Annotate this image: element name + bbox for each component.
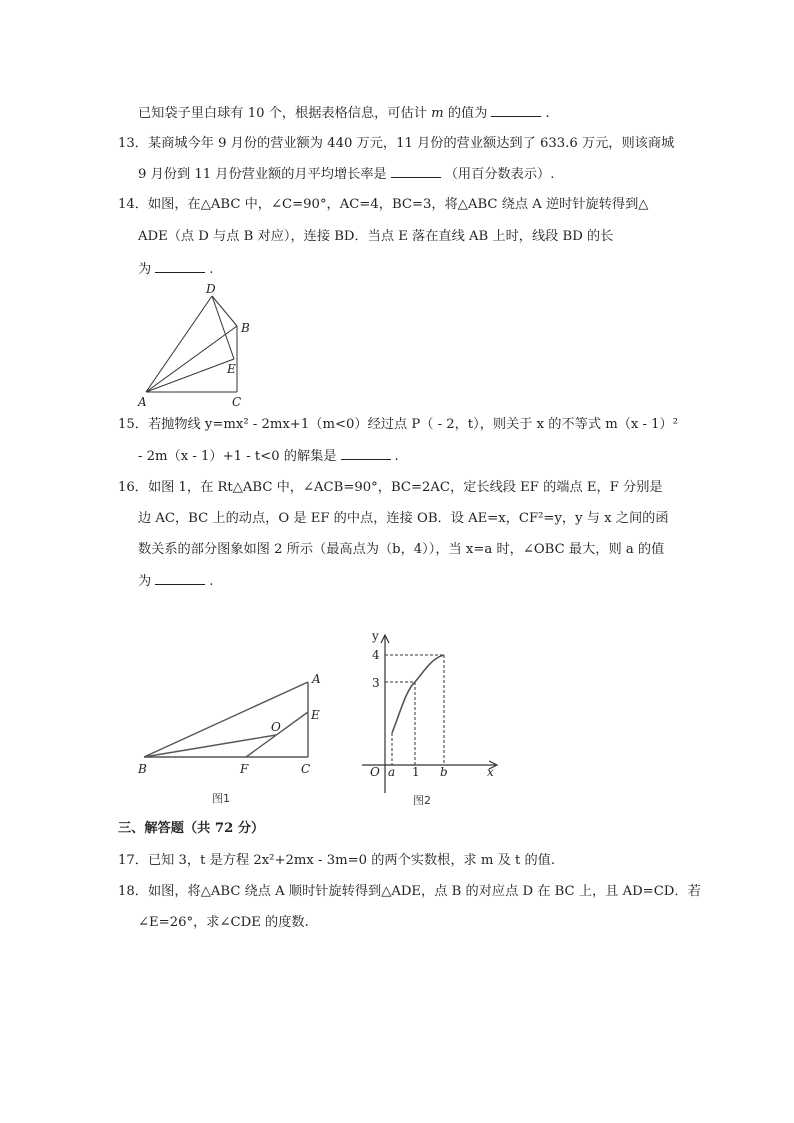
segment-AE bbox=[146, 359, 234, 392]
q16-answer-blank[interactable] bbox=[155, 572, 205, 585]
label-E: E bbox=[227, 362, 236, 376]
fig2-label-O: O bbox=[370, 765, 380, 779]
q15-line2-a: - 2m（x - 1）+1 - t<0 的解集是 bbox=[138, 449, 337, 464]
q12-var: m bbox=[431, 106, 444, 121]
fig2-label-4: 4 bbox=[372, 648, 380, 662]
q15-line2 bbox=[138, 447, 399, 466]
label-C: C bbox=[232, 395, 242, 409]
q18-line2: ∠E=26°，求∠CDE 的度数. bbox=[138, 915, 309, 930]
fig2-label-3: 3 bbox=[372, 676, 380, 690]
segment-BA bbox=[144, 682, 308, 757]
fig1-label-C: C bbox=[301, 762, 311, 776]
fig1-label-F: F bbox=[240, 762, 249, 776]
segment-FE bbox=[246, 712, 308, 757]
fig1-label-E: E bbox=[311, 708, 320, 722]
q15-line1: 15．若抛物线 y=mx² - 2mx+1（m<0）经过点 P（ - 2，t），则关于 x 的不等式 m（x - 1）² bbox=[118, 417, 679, 432]
fig2-label-b: b bbox=[440, 765, 448, 779]
fig1-label-B: B bbox=[138, 762, 147, 776]
fig2-label-1: 1 bbox=[412, 765, 420, 779]
q15-answer-blank[interactable] bbox=[341, 447, 391, 460]
fig2-label-x: x bbox=[487, 765, 494, 779]
q13-line2 bbox=[138, 165, 554, 184]
fig1-label-A: A bbox=[312, 672, 321, 686]
q13-line2-a: 9 月份到 11 月份营业额的月平均增长率是 bbox=[138, 167, 387, 182]
fig1-caption: 图1 bbox=[212, 792, 230, 805]
q16-figure1 bbox=[130, 665, 330, 810]
label-D: D bbox=[206, 282, 216, 296]
q18-line1: 18．如图，将△ABC 绕点 A 顺时针旋转得到△ADE，点 B 的对应点 D 在 BC 上，且 AD=CD．若 bbox=[118, 884, 701, 899]
q14-figure bbox=[130, 280, 260, 410]
q13-answer-blank[interactable] bbox=[391, 165, 441, 178]
segment-DE bbox=[212, 296, 234, 359]
function-curve bbox=[392, 655, 444, 733]
q12-after: 的值为 bbox=[443, 106, 488, 121]
fig2-label-a: a bbox=[388, 765, 396, 779]
fig1-label-O: O bbox=[271, 720, 281, 734]
q16-line4 bbox=[138, 572, 213, 591]
q14-line3-b: . bbox=[209, 262, 214, 277]
q14-line3-a: 为 bbox=[138, 262, 152, 277]
label-A: A bbox=[138, 395, 147, 409]
q14-line3 bbox=[138, 260, 213, 279]
q16-line2: 边 AC，BC 上的动点，O 是 EF 的中点，连接 OB．设 AE=x，CF²=y，y 与 x 之间的函 bbox=[138, 511, 669, 526]
q12-answer-blank[interactable] bbox=[491, 104, 541, 117]
section3-title: 三、解答题（共 72 分） bbox=[118, 821, 265, 836]
q13-line2-b: （用百分数表示）. bbox=[444, 167, 555, 182]
q16-line4-b: . bbox=[209, 574, 214, 589]
fig2-caption: 图2 bbox=[413, 794, 431, 807]
q12-tail-line bbox=[138, 104, 550, 123]
q16-line1: 16．如图 1，在 Rt△ABC 中，∠ACB=90°，BC=2AC，定长线段 EF 的端点 E，F 分别是 bbox=[118, 480, 663, 495]
q13-line1: 13．某商城今年 9 月份的营业额为 440 万元，11 月份的营业额达到了 633.6 万元，则该商城 bbox=[118, 136, 675, 151]
segment-AB bbox=[146, 326, 237, 392]
q16-line3: 数关系的部分图象如图 2 所示（最高点为（b，4）），当 x=a 时，∠OBC 最大，则 a 的值 bbox=[138, 542, 665, 557]
segment-AD bbox=[146, 296, 212, 392]
q12-text: 已知袋子里白球有 10 个，根据表格信息，可估计 bbox=[138, 106, 432, 121]
q16-figure2 bbox=[360, 628, 505, 813]
segment-DB bbox=[212, 296, 237, 326]
q15-line2-b: . bbox=[394, 449, 399, 464]
fig2-label-y: y bbox=[372, 629, 379, 643]
q16-line4-a: 为 bbox=[138, 574, 152, 589]
q14-line2: ADE（点 D 与点 B 对应），连接 BD．当点 E 落在直线 AB 上时，线段 BD 的长 bbox=[138, 229, 614, 244]
segment-BO bbox=[144, 735, 276, 757]
q14-line1: 14．如图，在△ABC 中，∠C=90°，AC=4，BC=3，将△ABC 绕点 A 逆时针旋转得到△ bbox=[118, 197, 649, 212]
label-B: B bbox=[241, 321, 250, 335]
q17-line: 17．已知 3，t 是方程 2x²+2mx - 3m=0 的两个实数根，求 m 及 t 的值. bbox=[118, 853, 556, 868]
q12-end: . bbox=[545, 106, 550, 121]
q14-answer-blank[interactable] bbox=[155, 260, 205, 273]
